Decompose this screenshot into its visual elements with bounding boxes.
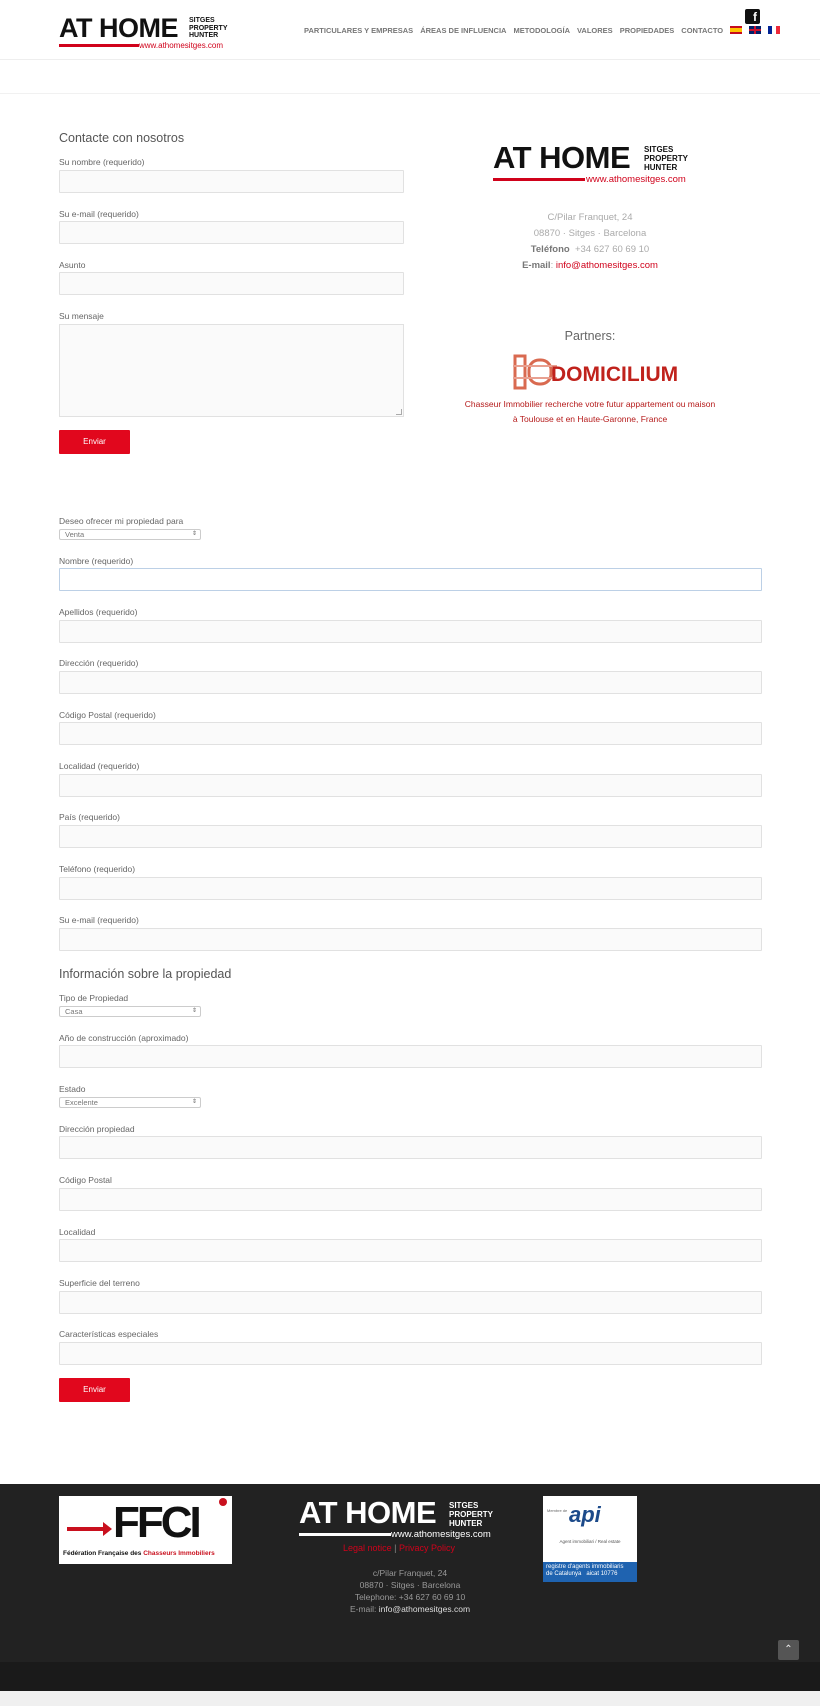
nombre-input[interactable] (59, 568, 762, 591)
apellidos-input[interactable] (59, 620, 762, 643)
email-line: E-mail: info@athomesitges.com (522, 260, 658, 271)
offer-select[interactable] (59, 529, 201, 540)
property-postal-input[interactable] (59, 1188, 762, 1211)
message-textarea[interactable] (59, 324, 404, 417)
nav-valores[interactable]: VALORES (576, 26, 613, 35)
state-label: Estado (59, 1084, 86, 1094)
contact-title: Contacte con nosotros (59, 131, 185, 145)
offer-select-value: Venta (65, 530, 85, 539)
ffci-sub-red: Chasseurs Immobiliers (143, 1550, 215, 1557)
api-band-text: de Catalunya (546, 1571, 582, 1577)
site-logo[interactable] (59, 14, 229, 52)
french-flag-icon[interactable] (768, 26, 780, 34)
footer-street: c/Pilar Franquet, 24 (372, 1568, 448, 1578)
type-select-value: Casa (65, 1007, 83, 1016)
select-arrows-icon: ⇕ (191, 1099, 197, 1105)
logo-line3: HUNTER (449, 1519, 483, 1528)
property-submit-button[interactable]: Enviar (59, 1378, 130, 1402)
site-header (0, 0, 820, 60)
type-label: Tipo de Propiedad (59, 993, 129, 1003)
email-label: Su e-mail (requerido) (59, 209, 139, 219)
logo-main: AT HOME (493, 140, 631, 175)
ffci-letters: FFCI (113, 1498, 199, 1547)
name-input[interactable] (59, 170, 404, 193)
main-nav (304, 26, 780, 35)
logo-tagline (449, 1501, 493, 1528)
field-label: País (requerido) (59, 812, 120, 822)
nav-areas[interactable]: ÁREAS DE INFLUENCIA (420, 26, 507, 35)
api-badge[interactable] (543, 1496, 637, 1582)
message-label: Su mensaje (59, 311, 104, 321)
logo-line3: HUNTER (189, 32, 219, 39)
footer-email-link[interactable]: info@athomesitges.com (378, 1604, 471, 1614)
field-label: Código Postal (requerido) (59, 710, 156, 720)
domicilium-text: DOMICILIUM (551, 363, 679, 386)
logo-url: www.athomesitges.com (391, 1529, 491, 1540)
domicilium-logo[interactable] (513, 352, 679, 392)
select-arrows-icon: ⇕ (191, 531, 197, 537)
property-locality-input[interactable] (59, 1239, 762, 1262)
nav-propiedades[interactable]: PROPIEDADES (619, 26, 675, 35)
api-band (543, 1562, 637, 1582)
email-label: E-mail (522, 260, 551, 271)
field-label: Localidad (59, 1227, 96, 1237)
pais-input[interactable] (59, 825, 762, 848)
property-section-title: Información sobre la propiedad (59, 967, 232, 981)
logo-line1: SITGES (644, 145, 674, 154)
phone-label: Teléfono (530, 244, 570, 255)
footer-city: 08870 · Sitges · Barcelona (359, 1580, 461, 1590)
email-link[interactable]: info@athomesitges.com (555, 260, 658, 271)
name-label: Su nombre (requerido) (59, 157, 145, 167)
subject-input[interactable] (59, 272, 404, 295)
state-select-value: Excelente (65, 1098, 98, 1107)
logo-tagline (644, 145, 688, 172)
field-label: Características especiales (59, 1329, 159, 1339)
logo-bar (493, 178, 585, 181)
field-label: Apellidos (requerido) (59, 607, 138, 617)
legal-separator: | (394, 1543, 397, 1553)
footer-logo[interactable] (299, 1497, 499, 1541)
facebook-icon[interactable]: f (745, 9, 760, 24)
registered-icon (219, 1498, 227, 1506)
field-label: Superficie del terreno (59, 1278, 140, 1288)
logo-url: www.athomesitges.com (586, 174, 686, 185)
logo-line2: PROPERTY (644, 154, 689, 163)
year-input[interactable] (59, 1045, 762, 1068)
footer-bottom-bar (0, 1662, 820, 1691)
ffci-arrow-icon (67, 1527, 105, 1531)
spanish-flag-icon[interactable] (730, 26, 742, 34)
logo-bar (299, 1533, 391, 1536)
ffci-arrow-head (103, 1522, 112, 1536)
api-mid-text: Agent immobiliari / Real estate (559, 1539, 621, 1544)
nav-particulares[interactable]: PARTICULARES Y EMPRESAS (304, 26, 414, 35)
footer-email-label: E-mail: (349, 1604, 379, 1614)
special-features-input[interactable] (59, 1342, 762, 1365)
logo-line3: HUNTER (644, 163, 678, 172)
field-label: Código Postal (59, 1175, 112, 1185)
legal-links (299, 1543, 499, 1553)
localidad-input[interactable] (59, 774, 762, 797)
field-label: Dirección (requerido) (59, 658, 139, 668)
back-to-top-icon[interactable]: ⌃ (778, 1640, 799, 1660)
page-bottom (0, 1691, 820, 1706)
year-label: Año de construcción (aproximado) (59, 1033, 189, 1043)
footer-telephone: Telephone: +34 627 60 69 10 (354, 1592, 466, 1602)
contact-submit-button[interactable]: Enviar (59, 430, 130, 454)
api-band-line1: registre d'agents immobiliaris (546, 1564, 624, 1570)
nav-metodologia[interactable]: METODOLOGÍA (513, 26, 570, 35)
field-label: Su e-mail (requerido) (59, 915, 139, 925)
field-label: Teléfono (requerido) (59, 864, 136, 874)
subject-label: Asunto (59, 260, 86, 270)
footer-email-line (300, 1604, 520, 1614)
phone-value[interactable]: +34 627 60 69 10 (574, 244, 650, 255)
logo-line1: SITGES (449, 1501, 479, 1510)
phone-line (450, 244, 730, 255)
email-input[interactable] (59, 928, 762, 951)
field-label: Dirección propiedad (59, 1124, 135, 1134)
type-select[interactable] (59, 1006, 201, 1017)
logo-url: www.athomesitges.com (139, 41, 224, 50)
field-label: Localidad (requerido) (59, 761, 140, 771)
select-arrows-icon: ⇕ (191, 1008, 197, 1014)
partner-desc-line1: Chasseur Immobilier recherche votre futur appartement ou maison (464, 399, 716, 409)
partner-desc-line2: à Toulouse et en Haute-Garonne, France (512, 414, 668, 424)
nav-contacto[interactable]: CONTACTO (681, 26, 724, 35)
logo-line2: PROPERTY (449, 1510, 494, 1519)
logo-line2: PROPERTY (189, 24, 228, 32)
logo-bar (59, 44, 139, 47)
api-tiny-text: Membre de (547, 1508, 568, 1513)
direccion-input[interactable] (59, 671, 762, 694)
email-input[interactable] (59, 221, 404, 244)
contact-logo (493, 142, 693, 187)
codigo-postal-input[interactable] (59, 722, 762, 745)
telefono-input[interactable] (59, 877, 762, 900)
english-flag-icon[interactable] (749, 26, 761, 34)
api-band-line2 (546, 1571, 634, 1578)
property-address-input[interactable] (59, 1136, 762, 1159)
offer-label: Deseo ofrecer mi propiedad para (59, 516, 184, 526)
ffci-sub-black: Fédération Française des (63, 1550, 144, 1557)
land-area-input[interactable] (59, 1291, 762, 1314)
field-label: Nombre (requerido) (59, 556, 134, 566)
legal-notice-link[interactable]: Legal notice (343, 1543, 392, 1553)
header-stripe (0, 61, 820, 94)
api-number: aicat 10776 (586, 1571, 618, 1577)
logo-main: AT HOME (59, 13, 178, 43)
state-select[interactable] (59, 1097, 201, 1108)
logo-main: AT HOME (299, 1495, 437, 1530)
ffci-subtitle (63, 1550, 215, 1557)
address-city: 08870 · Sitges · Barcelona (533, 228, 647, 239)
partners-title: Partners: (564, 329, 616, 343)
api-logo-text: api (569, 1502, 601, 1527)
logo-line1: SITGES (189, 17, 215, 24)
address-street: C/Pilar Franquet, 24 (547, 212, 633, 223)
privacy-policy-link[interactable]: Privacy Policy (398, 1543, 455, 1553)
ffci-logo[interactable] (59, 1496, 232, 1564)
logo-tagline (189, 17, 228, 40)
